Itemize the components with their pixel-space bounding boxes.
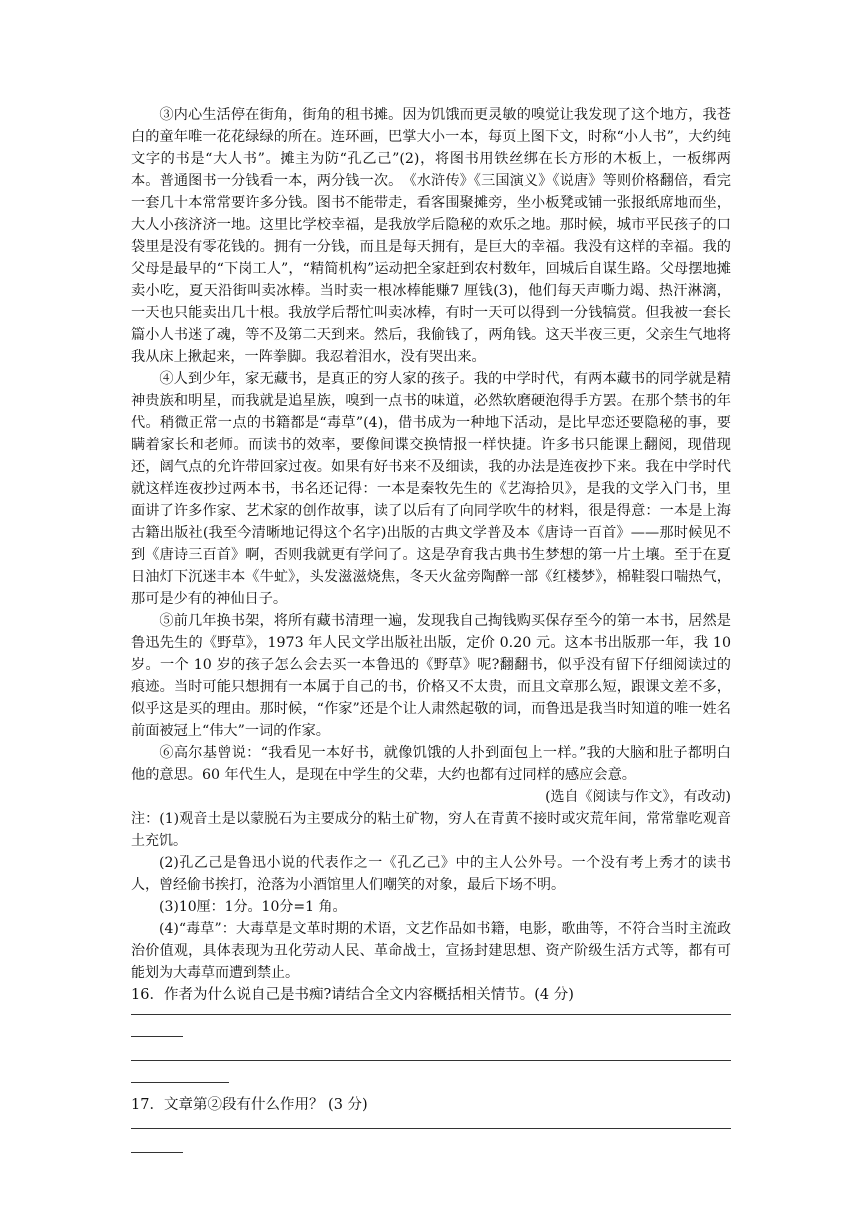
answer-line-short[interactable] <box>131 1152 183 1153</box>
answer-area-16[interactable] <box>131 1006 731 1072</box>
answer-line[interactable] <box>131 1128 731 1129</box>
answer-line-short[interactable] <box>131 1036 183 1037</box>
note-2: (2)孔乙己是鲁迅小说的代表作之一《孔乙己》中的主人公外号。一个没有考上秀才的读书人，曾经偷书挨打，沧落为小酒馆里人们嘲笑的对象，最后下场不明。 <box>131 855 731 893</box>
document-page <box>131 104 731 1166</box>
source-citation: (选自《阅读与作文》，有改动) <box>545 789 731 805</box>
paragraph-4: ④人到少年，家无藏书，是真正的穷人家的孩子。我的中学时代，有两本藏书的同学就是精神贵族和明星，而我就是追星族，嗅到一点书的味道，必然软磨硬泡得手方罢。在那个禁书的年代。稍微正常一点的书籍都是“毒草”(4)，借书成为一种地下活动，是比早恋还要隐秘的事，要瞒着家长和老师。而读书的效率，要像间谍交换情报一样快捷。许多书只能课上翻阅，现借现还，阔气点的允许带回家过夜。如果有好书来不及细读，我的办法是连夜抄下来。我在中学时代就这样连夜抄过两本书，书名还记得：一本是秦牧先生的《艺海拾贝》，是我的文学入门书，里面讲了许多作家、艺术家的创作故事，读了以后有了向同学吹牛的材料，很是得意：一本是上海古籍出版社(我至今清晰地记得这个名字)出版的古典文学普及本《唐诗一百首》——那时候见不到《唐诗三百首》啊，否则我就更有学问了。这是孕育我古典书生梦想的第一片土壤。至于在夏日油灯下沉迷丰本《牛虻》，头发滋滋烧焦，冬天火盆旁陶醉一部《红楼梦》，棉鞋裂口喘热气，那可是少有的神仙日子。 <box>131 371 731 607</box>
answer-line[interactable] <box>131 1014 731 1015</box>
note-4: (4)“毒草”：大毒草是文革时期的术语，文艺作品如书籍，电影，歌曲等，不符合当时主流政治价值观，具体表现为丑化劳动人民、革命战士，宣扬封建思想、资产阶级生活方式等，都有可能划为大毒草而遭到禁止。 <box>131 921 731 981</box>
question-17: 17．文章第②段有什么作用？ (3 分) <box>131 1097 368 1113</box>
note-1: 注：(1)观音土是以蒙脱石为主要成分的粘土矿物，穷人在青黄不接时或灾荒年间，常常靠吃观音土充饥。 <box>131 811 731 849</box>
answer-area-17[interactable] <box>131 1116 731 1166</box>
answer-line-short[interactable] <box>131 1082 229 1083</box>
paragraph-5: ⑤前几年换书架，将所有藏书清理一遍，发现我自己掏钱购买保存至今的第一本书，居然是鲁迅先生的《野草》，1973 年人民文学出版社出版，定价 0.20 元。这本书出版那一年，我 10 岁。一个 10 岁的孩子怎么会去买一本鲁迅的《野草》呢?翻翻书，似乎没有留下仔细阅读过的痕迹。当时可能只想拥有一本属于自己的书，价格又不太贵，而且文章那么短，跟课文差不多，似乎这是买的理由。那时候，“作家”还是个让人肃然起敬的词，而鲁迅是我当时知道的唯一姓名前面被冠上“伟大”一词的作家。 <box>131 613 731 739</box>
note-3: (3)10厘：1分。10分=1 角。 <box>159 899 347 915</box>
paragraph-3: ③内心生活停在街角，街角的租书摊。因为饥饿而更灵敏的嗅觉让我发现了这个地方，我苍白的童年唯一花花绿绿的所在。连环画，巴掌大小一本，每页上图下文，时称“小人书”，大约纯文字的书是“大人书”。摊主为防“孔乙己”(2)，将图书用铁丝绑在长方形的木板上，一板绑两本。普通图书一分钱看一本，两分钱一次。 《水浒传》《三国演义》《说唐》等则价格翻倍，看完一套几十本常常要许多分钱。图书不能带走，看客围聚摊旁，坐小板凳或铺一张报纸席地而坐，大人小孩济济一地。这里比学校幸福，是我放学后隐秘的欢乐之地。那时候，城市平民孩子的口袋里是没有零花钱的。拥有一分钱，而且是每天拥有，是巨大的幸福。我没有这样的幸福。我的父母是最早的“下岗工人”，“精简机构”运动把全家赶到农村数年，回城后自谋生路。父母摆地摊卖小吃，夏天沿街叫卖冰棒。当时卖一根冰棒能赚7 厘钱(3)，他们每天声嘶力竭、热汗淋漓，一天也只能卖出几十根。我放学后帮忙叫卖冰棒，有时一天可以得到一分钱犒赏。但我被一套长篇小人书迷了魂，等不及第二天到来。然后，我偷钱了，两角钱。这天半夜三更，父亲生气地将我从床上揪起来，一阵拳脚。我忍着泪水，没有哭出来。 <box>131 107 731 365</box>
answer-line[interactable] <box>131 1060 731 1061</box>
question-16: 16．作者为什么说自己是书痴?请结合全文内容概括相关情节。(4 分) <box>131 987 574 1003</box>
paragraph-6: ⑥高尔基曾说：“我看见一本好书，就像饥饿的人扑到面包上一样。”我的大脑和肚子都明白他的意思。60 年代生人，是现在中学生的父辈，大约也都有过同样的感应会意。 <box>131 745 731 783</box>
